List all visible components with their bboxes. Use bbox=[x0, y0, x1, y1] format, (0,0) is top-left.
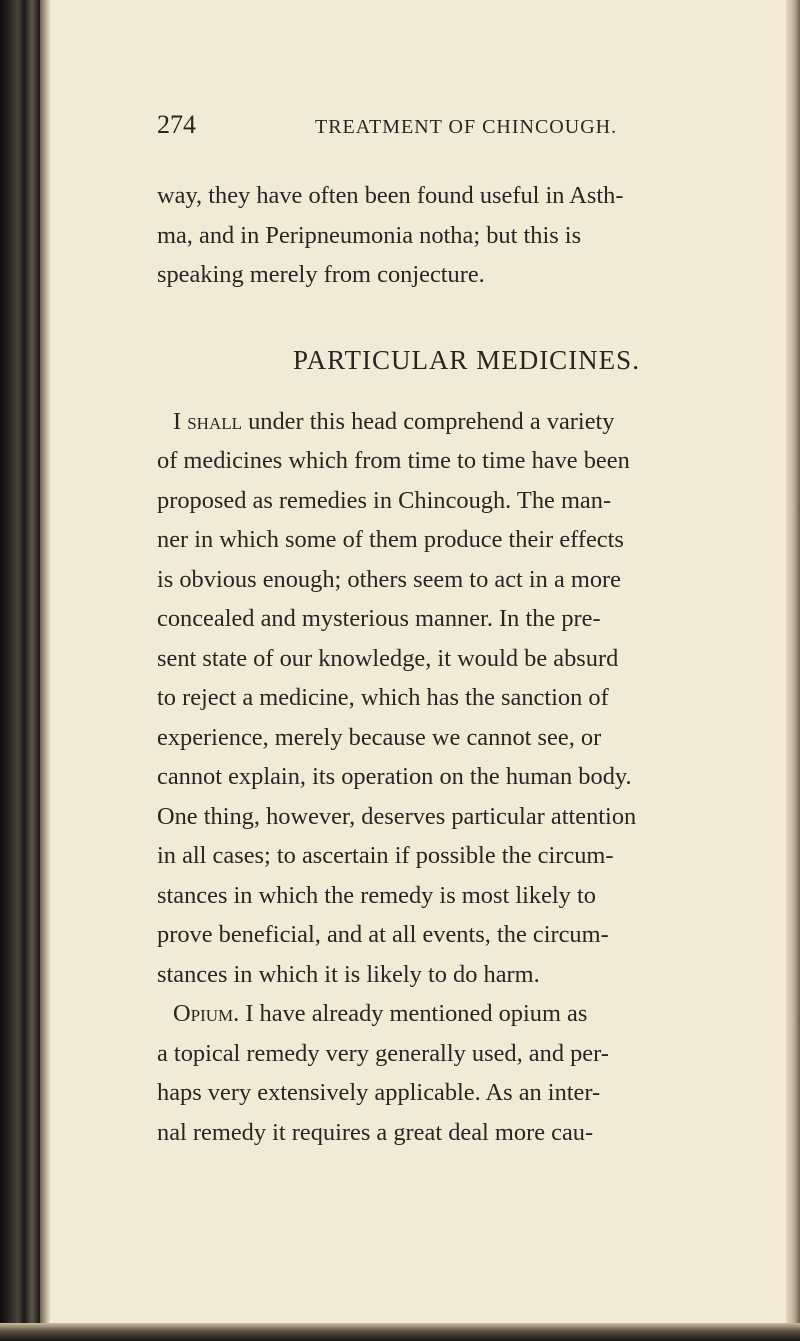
running-title: TREATMENT OF CHINCOUGH. bbox=[315, 116, 618, 138]
text-line: to reject a medicine, which has the sanction of bbox=[157, 684, 609, 711]
text-line: a topical remedy very generally used, and per- bbox=[157, 1039, 609, 1067]
text-line: speaking merely from conjecture. bbox=[157, 261, 485, 288]
text-line: experience, merely because we cannot see, or bbox=[157, 723, 602, 751]
text-line: way, they have often been found useful in Asth- bbox=[157, 182, 624, 209]
text-line bbox=[157, 994, 762, 1034]
paragraph-opium bbox=[157, 994, 762, 1152]
text-line: concealed and mysterious manner. In the pre- bbox=[157, 605, 601, 632]
text-fragment: I have already mentioned opium as bbox=[239, 1000, 588, 1027]
book-spine-shadow bbox=[0, 0, 40, 1341]
lead-in-smallcaps: Opium. bbox=[173, 1000, 240, 1027]
text-line: ner in which some of them produce their effects bbox=[157, 526, 624, 553]
text-line: stances in which the remedy is most likely to bbox=[157, 881, 596, 909]
text-line: ma, and in Peripneumonia notha; but this is bbox=[157, 221, 582, 249]
text-line: haps very extensively applicable. As an inter- bbox=[157, 1079, 601, 1106]
text-line: One thing, however, deserves particular attention bbox=[157, 802, 637, 830]
text-line: prove beneficial, and at all events, the circum- bbox=[157, 921, 609, 948]
page-edge-right bbox=[786, 0, 800, 1341]
text-line: sent state of our knowledge, it would be absurd bbox=[157, 644, 619, 672]
page-number: 274 bbox=[157, 110, 196, 139]
text-line: stances in which it is likely to do harm. bbox=[157, 960, 540, 988]
section-heading: PARTICULAR MEDICINES. bbox=[293, 344, 640, 375]
text-fragment: under this head comprehend a variety bbox=[242, 407, 615, 435]
page-edge-bottom bbox=[0, 1323, 800, 1341]
text-line: cannot explain, its operation on the human body. bbox=[157, 763, 632, 790]
page-header bbox=[157, 110, 762, 150]
lead-in-smallcaps: I shall bbox=[173, 407, 242, 435]
text-line: is obvious enough; others seem to act in a more bbox=[157, 565, 622, 593]
text-line: proposed as remedies in Chincough. The man- bbox=[157, 486, 612, 514]
gutter-shadow bbox=[40, 0, 50, 1341]
text-line: nal remedy it requires a great deal more cau- bbox=[157, 1118, 594, 1146]
book-page bbox=[157, 110, 762, 1152]
paragraph-particular-medicines bbox=[157, 402, 762, 995]
paragraph-continued bbox=[157, 176, 762, 295]
text-line: in all cases; to ascertain if possible the circum- bbox=[157, 842, 614, 869]
text-line: of medicines which from time to time have been bbox=[157, 447, 630, 474]
text-line bbox=[157, 402, 762, 442]
